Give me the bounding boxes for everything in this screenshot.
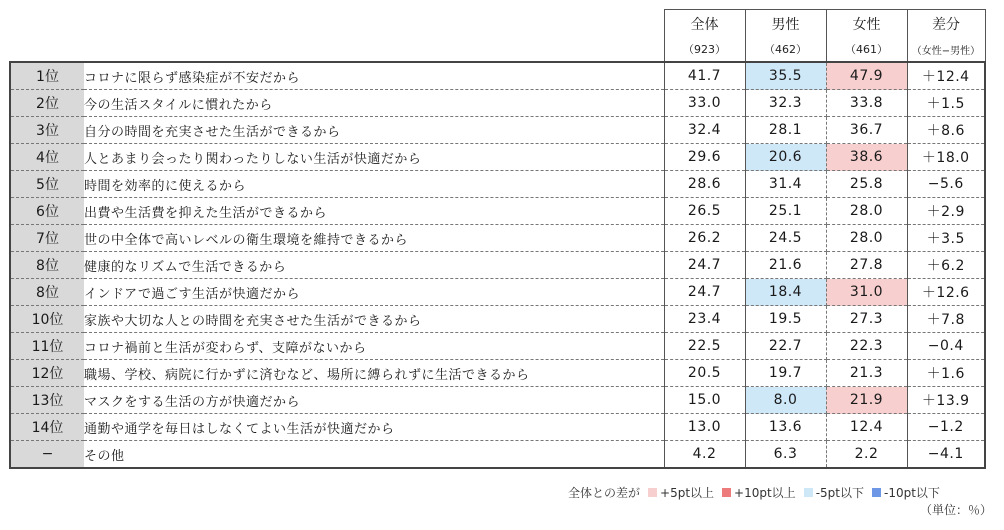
value-female-cell: 31.0	[826, 279, 907, 306]
value-diff-cell: −0.4	[907, 333, 985, 360]
table-row	[10, 144, 985, 171]
table-row	[10, 90, 985, 117]
value-female-cell: 38.6	[826, 144, 907, 171]
reason-cell: 自分の時間を充実させた生活ができるから	[84, 117, 664, 144]
value-diff-cell: −1.2	[907, 414, 985, 441]
value-male-cell: 18.4	[745, 279, 826, 306]
reason-cell: 通勤や通学を毎日はしなくてよい生活が快適だから	[84, 414, 664, 441]
table-row	[10, 117, 985, 144]
rank-cell: 10位	[10, 306, 84, 333]
rank-cell: 1位	[10, 62, 84, 90]
value-all-cell: 20.5	[664, 360, 745, 387]
value-diff-cell: −4.1	[907, 441, 985, 469]
reason-cell: マスクをする生活の方が快適だから	[84, 387, 664, 414]
table-row	[10, 360, 985, 387]
table-row	[10, 279, 985, 306]
rank-cell: 14位	[10, 414, 84, 441]
value-male-cell: 8.0	[745, 387, 826, 414]
col-sub-all: （923）	[664, 37, 745, 62]
value-diff-cell: ＋8.6	[907, 117, 985, 144]
legend-item	[648, 484, 714, 501]
value-diff-cell: ＋18.0	[907, 144, 985, 171]
header-row	[10, 10, 985, 38]
legend-label: +5pt以上	[660, 486, 715, 500]
col-sub-male: （462）	[745, 37, 826, 62]
table-row	[10, 387, 985, 414]
value-all-cell: 26.5	[664, 198, 745, 225]
value-female-cell: 47.9	[826, 62, 907, 90]
unit-note: （単位：％）	[919, 503, 992, 517]
col-header-diff: 差分	[907, 10, 985, 38]
legend-label: -10pt以下	[883, 486, 940, 500]
survey-table	[9, 9, 986, 469]
value-female-cell: 36.7	[826, 117, 907, 144]
value-all-cell: 41.7	[664, 62, 745, 90]
reason-cell: その他	[84, 441, 664, 469]
value-female-cell: 21.9	[826, 387, 907, 414]
table-row	[10, 414, 985, 441]
value-all-cell: 22.5	[664, 333, 745, 360]
value-diff-cell: ＋7.8	[907, 306, 985, 333]
rank-cell: 5位	[10, 171, 84, 198]
value-all-cell: 23.4	[664, 306, 745, 333]
table-row	[10, 198, 985, 225]
col-header-all: 全体	[664, 10, 745, 38]
value-diff-cell: ＋12.6	[907, 279, 985, 306]
col-sub-female: （461）	[826, 37, 907, 62]
reason-cell: コロナに限らず感染症が不安だから	[84, 62, 664, 90]
rank-cell: 8位	[10, 279, 84, 306]
value-female-cell: 2.2	[826, 441, 907, 469]
value-all-cell: 32.4	[664, 117, 745, 144]
value-all-cell: 13.0	[664, 414, 745, 441]
value-male-cell: 22.7	[745, 333, 826, 360]
legend-title: 全体との差が	[568, 486, 641, 500]
table-body	[10, 62, 985, 468]
legend-item	[722, 484, 796, 501]
value-all-cell: 15.0	[664, 387, 745, 414]
value-diff-cell: −5.6	[907, 171, 985, 198]
value-male-cell: 24.5	[745, 225, 826, 252]
rank-cell: 7位	[10, 225, 84, 252]
rank-cell: 8位	[10, 252, 84, 279]
rank-cell: 2位	[10, 90, 84, 117]
value-female-cell: 27.3	[826, 306, 907, 333]
value-all-cell: 4.2	[664, 441, 745, 469]
legend-label: +10pt以上	[734, 486, 796, 500]
value-all-cell: 29.6	[664, 144, 745, 171]
reason-cell: コロナ禍前と生活が変わらず、支障がないから	[84, 333, 664, 360]
table-row	[10, 306, 985, 333]
value-male-cell: 13.6	[745, 414, 826, 441]
value-diff-cell: ＋6.2	[907, 252, 985, 279]
value-female-cell: 25.8	[826, 171, 907, 198]
table-row	[10, 333, 985, 360]
reason-cell: 職場、学校、病院に行かずに済むなど、場所に縛られずに生活できるから	[84, 360, 664, 387]
value-male-cell: 28.1	[745, 117, 826, 144]
rank-cell: 11位	[10, 333, 84, 360]
col-header-female: 女性	[826, 10, 907, 38]
rank-cell: 6位	[10, 198, 84, 225]
rank-cell: 12位	[10, 360, 84, 387]
value-female-cell: 22.3	[826, 333, 907, 360]
legend-swatch	[722, 488, 731, 497]
table-row	[10, 225, 985, 252]
value-all-cell: 24.7	[664, 252, 745, 279]
value-male-cell: 19.7	[745, 360, 826, 387]
value-all-cell: 33.0	[664, 90, 745, 117]
reason-cell: インドアで過ごす生活が快適だから	[84, 279, 664, 306]
value-male-cell: 20.6	[745, 144, 826, 171]
value-all-cell: 24.7	[664, 279, 745, 306]
value-female-cell: 21.3	[826, 360, 907, 387]
value-female-cell: 28.0	[826, 225, 907, 252]
value-male-cell: 21.6	[745, 252, 826, 279]
reason-cell: 世の中全体で高いレベルの衛生環境を維持できるから	[84, 225, 664, 252]
reason-cell: 出費や生活費を抑えた生活ができるから	[84, 198, 664, 225]
value-male-cell: 31.4	[745, 171, 826, 198]
table-row	[10, 62, 985, 90]
value-female-cell: 12.4	[826, 414, 907, 441]
value-all-cell: 28.6	[664, 171, 745, 198]
table-row	[10, 252, 985, 279]
reason-cell: 家族や大切な人との時間を充実させた生活ができるから	[84, 306, 664, 333]
table-row	[10, 441, 985, 469]
legend-swatch	[648, 488, 657, 497]
value-diff-cell: ＋2.9	[907, 198, 985, 225]
reason-cell: 健康的なリズムで生活できるから	[84, 252, 664, 279]
value-female-cell: 33.8	[826, 90, 907, 117]
legend-item	[872, 484, 940, 501]
value-diff-cell: ＋3.5	[907, 225, 985, 252]
value-male-cell: 35.5	[745, 62, 826, 90]
table-row	[10, 171, 985, 198]
value-male-cell: 25.1	[745, 198, 826, 225]
legend-swatch	[804, 488, 813, 497]
rank-cell: −	[10, 441, 84, 469]
value-diff-cell: ＋12.4	[907, 62, 985, 90]
reason-cell: 今の生活スタイルに慣れたから	[84, 90, 664, 117]
value-diff-cell: ＋13.9	[907, 387, 985, 414]
reason-cell: 人とあまり会ったり関わったりしない生活が快適だから	[84, 144, 664, 171]
value-female-cell: 27.8	[826, 252, 907, 279]
value-all-cell: 26.2	[664, 225, 745, 252]
rank-cell: 4位	[10, 144, 84, 171]
value-male-cell: 19.5	[745, 306, 826, 333]
col-header-male: 男性	[745, 10, 826, 38]
header-blank	[10, 10, 664, 63]
legend	[568, 484, 940, 501]
legend-item	[804, 484, 864, 501]
legend-swatch	[872, 488, 881, 497]
rank-cell: 3位	[10, 117, 84, 144]
col-sub-diff: （女性−男性）	[907, 37, 985, 62]
reason-cell: 時間を効率的に使えるから	[84, 171, 664, 198]
value-male-cell: 6.3	[745, 441, 826, 469]
value-male-cell: 32.3	[745, 90, 826, 117]
value-diff-cell: ＋1.6	[907, 360, 985, 387]
value-female-cell: 28.0	[826, 198, 907, 225]
value-diff-cell: ＋1.5	[907, 90, 985, 117]
legend-label: -5pt以下	[815, 486, 864, 500]
rank-cell: 13位	[10, 387, 84, 414]
